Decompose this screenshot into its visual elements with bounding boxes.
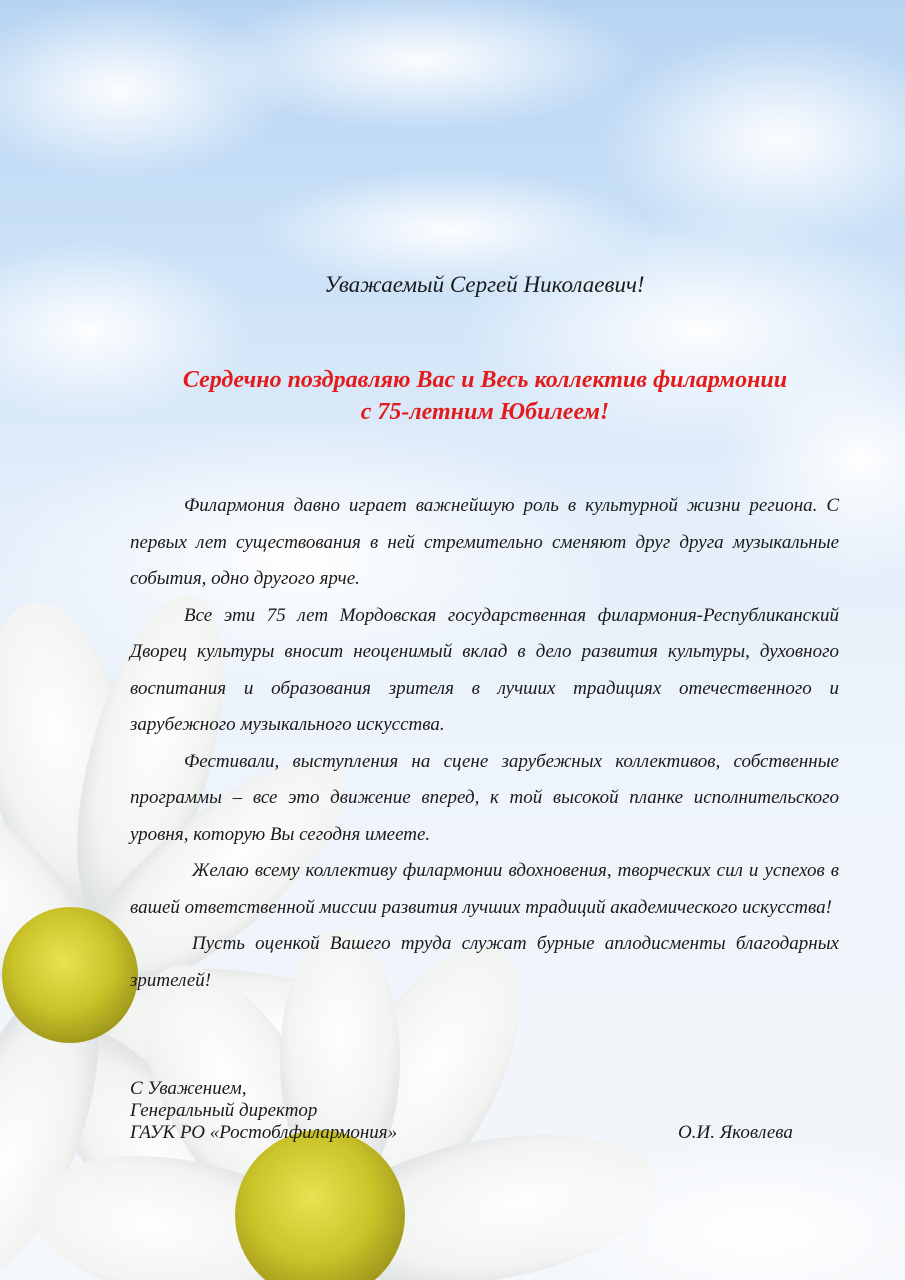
headline: [100, 364, 870, 428]
signer-organization: ГАУК РО «Ростоблфилармония»: [130, 1122, 398, 1143]
headline-line: Сердечно поздравляю Вас и Весь коллектив филармонии: [182, 367, 788, 393]
paragraph: Пусть оценкой Вашего труда служат бурные аплодисменты благодарных зрителей!: [130, 933, 839, 991]
closing: С Уважением,: [130, 1078, 247, 1099]
paragraph: Все эти 75 лет Мордовская государственная филармония-Республиканский Дворец культуры вносит неоценимый вклад в дело развития культуры, духовного воспитания и образования зрителя в лучших традициях отечественного и зарубежного музыкального искусства.: [130, 604, 839, 735]
headline-line: с 75-летним Юбилеем!: [360, 399, 610, 425]
signer-position: Генеральный директор: [130, 1100, 318, 1121]
greeting: Уважаемый Сергей Николаевич!: [324, 272, 645, 297]
paragraph: Желаю всему коллективу филармонии вдохновения, творческих сил и успехов в вашей ответственной миссии развития лучших традиций академического искусства!: [130, 860, 839, 918]
letter-body: [130, 488, 839, 999]
paragraph: Филармония давно играет важнейшую роль в культурной жизни региона. С первых лет существования в ней стремительно сменяют друг друга музыкальные события, одно другого ярче.: [130, 495, 839, 589]
paragraph: Фестивали, выступления на сцене зарубежных коллективов, собственные программы – все это движение вперед, к той высокой планке исполнительского уровня, которую Вы сегодня имеете.: [130, 750, 839, 845]
signature-block: [130, 1078, 397, 1144]
signer-name: О.И. Яковлева: [678, 1122, 793, 1143]
